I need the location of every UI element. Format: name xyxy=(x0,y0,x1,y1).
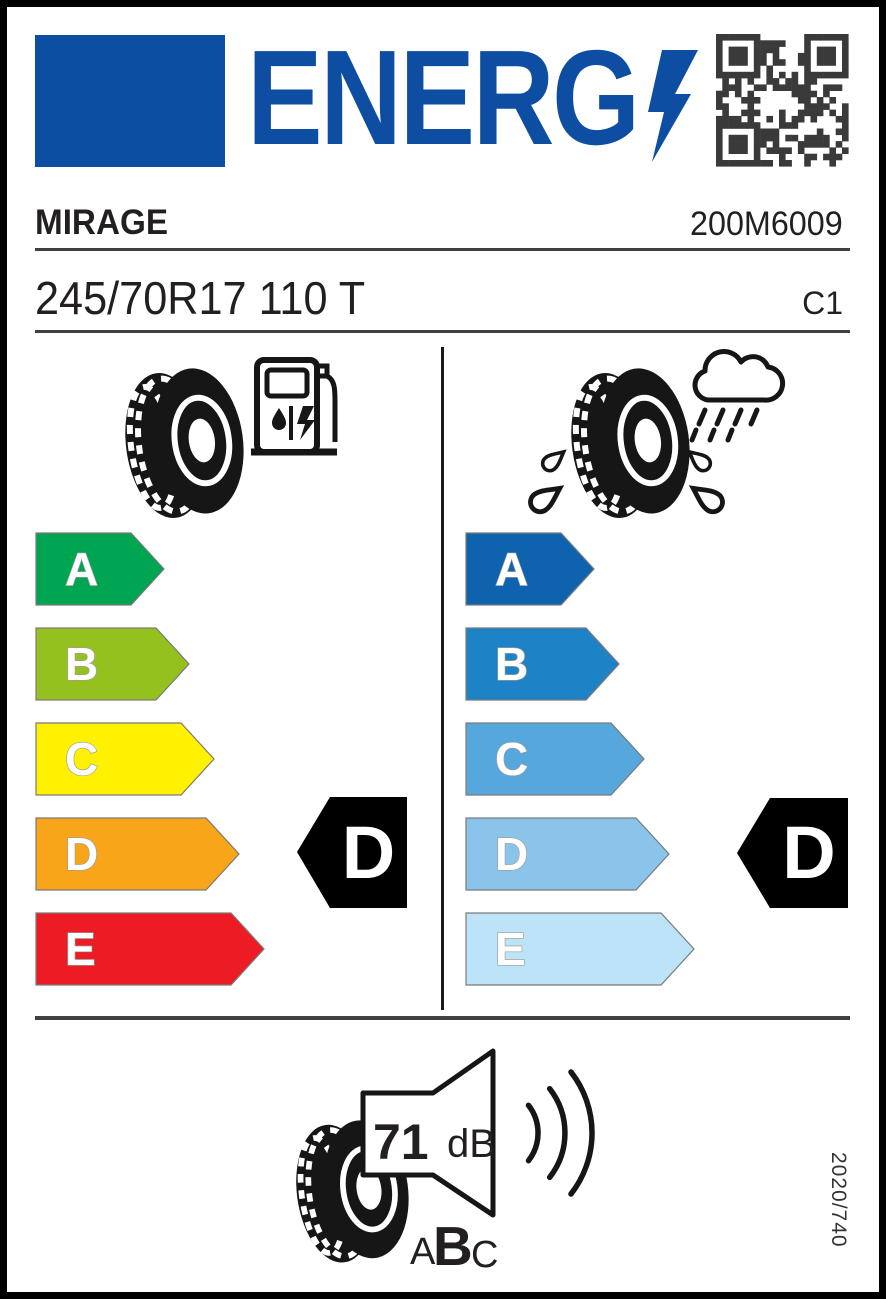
svg-text:E: E xyxy=(495,923,526,975)
svg-text:B: B xyxy=(65,638,99,690)
separator-line xyxy=(35,1016,850,1020)
regulation-number: 2020/740 xyxy=(827,1152,850,1248)
column-divider xyxy=(441,347,444,1010)
svg-text:A: A xyxy=(495,543,529,595)
rain-cloud-icon xyxy=(692,351,783,440)
svg-text:C: C xyxy=(65,733,99,785)
scale-arrow-C xyxy=(465,722,645,796)
noise-class-b-selected: B xyxy=(433,1215,473,1277)
brand-name: MIRAGE xyxy=(35,203,168,242)
tyre-size: 245/70R17 110 T xyxy=(35,272,366,324)
svg-text:C: C xyxy=(495,733,529,785)
svg-text:D: D xyxy=(495,828,529,880)
svg-text:A: A xyxy=(65,543,99,595)
separator-line xyxy=(35,248,850,251)
scale-arrow-A xyxy=(35,532,165,606)
scale-arrow-D xyxy=(465,817,670,891)
scale-arrow-E xyxy=(465,912,695,986)
scale-arrow-B xyxy=(35,627,190,701)
wet-grip-tire-icon xyxy=(562,362,698,523)
svg-text:D: D xyxy=(65,828,99,880)
fuel-efficiency-scale xyxy=(35,532,335,1007)
noise-class-c: C xyxy=(471,1234,499,1276)
scale-arrow-C xyxy=(35,722,215,796)
fuel-pump-icon xyxy=(251,360,337,452)
noise-value: 71 xyxy=(373,1114,429,1170)
fuel-tire-icon xyxy=(116,362,252,523)
svg-text:B: B xyxy=(495,638,529,690)
tyre-class: C1 xyxy=(802,285,843,321)
scale-arrow-D xyxy=(35,817,240,891)
model-number: 200M6009 xyxy=(690,205,843,243)
eu-flag-icon xyxy=(35,35,225,167)
wet-grip-rating-letter: D xyxy=(782,811,836,894)
lightning-bolt-icon xyxy=(648,50,698,162)
noise-class-a: A xyxy=(410,1231,436,1273)
sound-waves-icon xyxy=(529,1072,593,1194)
qr-code xyxy=(713,31,851,169)
noise-unit: dB xyxy=(447,1122,496,1166)
energ-wordmark: ENERG xyxy=(247,22,638,173)
fuel-rating-letter: D xyxy=(341,810,396,894)
scale-arrow-E xyxy=(35,912,265,986)
scale-arrow-B xyxy=(465,627,620,701)
svg-text:E: E xyxy=(65,923,96,975)
scale-arrow-A xyxy=(465,532,595,606)
wet-grip-scale xyxy=(465,532,765,1007)
separator-line xyxy=(35,330,850,333)
